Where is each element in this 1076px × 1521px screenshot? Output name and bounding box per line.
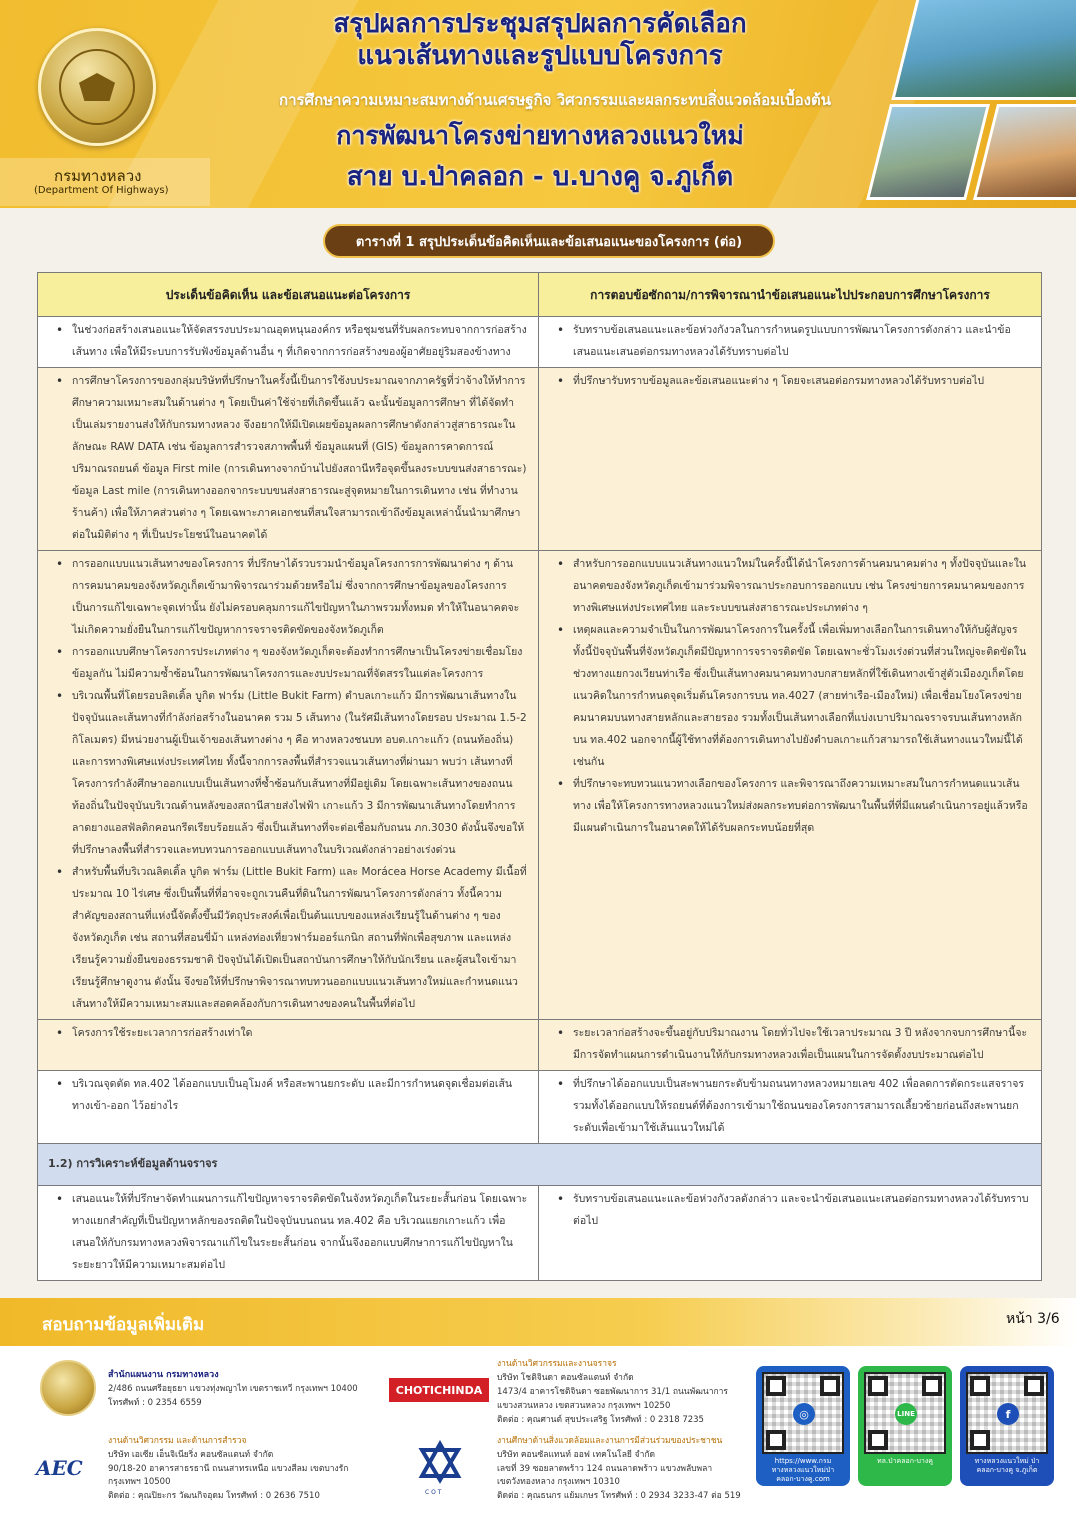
list-item: • การศึกษาโครงการของกลุ่มบริษัทที่ปรึกษาในครั้งนี้เป็นการใช้งบประมาณจากภาครัฐที่ว่าจ้างให้ทำการศึกษาความเหมาะสมในด้านต่าง ๆ โดยเป็นค่าใช้จ่ายที่เกิดขึ้นแล้ว ฉะนั้นข้อมูลการศึกษา ที่ได้จัดทำเป็นเล่มรายงานส่งให้กับกรมทางหลวง จึงอยากให้มีเปิดเผยข้อมูลผลการศึกษาดังกล่าวสู่สาธารณะในลักษณะ RAW DATA เช่น ข้อมูลการสำรวจสภาพพื้นที่ ข้อมูลแผนที่ (GIS) ข้อมูลการคาดการณ์ปริมาณรถยนต์ ข้อมูล First mile (การเดินทางจากบ้านไปยังสถานีหรือจุดขึ้นลงระบบขนส่งสาธารณะ) ข้อมูล Last mile (การเดินทางออกจากระบบขนส่งสาธารณะสู่จุดหมายในการเดินทาง เช่น ที่ทำงาน ร้านค้า) เพื่อให้ภาคส่วนต่าง ๆ โดยเฉพาะภาคเอกชนที่สนใจสามารถเข้าถึงข้อมูลเหล่านั้นนำมาศึกษาต่อในมิติต่าง ๆ ที่เป็นประโยชน์ในอนาคตได้ <box>48 370 528 546</box>
cot-logo-text: C O T <box>425 1489 442 1496</box>
list-item: • เหตุผลและความจำเป็นในการพัฒนาโครงการในครั้งนี้ เพื่อเพิ่มทางเลือกในการเดินทางให้กับผู้สัญจรทั้งนี้ปัจจุบันพื้นที่จังหวัดภูเก็ตมีปัญหาการจราจรติดขัด โดยเฉพาะชั่วโมงเร่งด่วนที่ส่วนใหญ่จะติดขัดในช่วงทางแยกวงเวียนท่าเรือ ซึ่งเป็นเส้นทางคมนาคมทางบกสายหลักที่ใช้เดินทางเข้าสู่ตัวเมืองภูเก็ตโดยแนวคิดในการกำหนดจุดเริ่มต้นโครงการบน ทล.4027 (สายท่าเรือ-เมืองใหม่) เพื่อเชื่อมโยงโครงข่ายคมนาคมบนทางสายหลักและสายรอง รวมทั้งเป็นเส้นทางเลือกที่แบ่งเบาปริมาณจราจรบนเส้นทางหลักบน ทล.402 นอกจากนี้ผู้ใช้ทางที่ต้องการเดินทางไปยังตำบลเกาะแก้วสามารถใช้เส้นทางแนวใหม่นี้ได้เช่นกัน <box>549 619 1031 773</box>
facebook-qr-code[interactable] <box>960 1366 1054 1486</box>
org4-name: บริษัท คอนซัลแทนท์ ออฟ เทคโนโลยี จำกัด <box>497 1450 656 1460</box>
globe-icon: ◎ <box>793 1403 815 1425</box>
page-title: สรุปผลการประชุมสรุปผลการคัดเลือก แนวเส้นทางและรูปแบบโครงการ <box>333 9 747 71</box>
list-item: • ที่ปรึกษาจะทบทวนแนวทางเลือกของโครงการ และพิจารณาถึงความเหมาะสมในการกำหนดแนวเส้นทาง เพื่อให้โครงการทางหลวงแนวใหม่ส่งผลกระทบต่อการพัฒนาในพื้นที่ที่มีแผนดำเนินการอยู่แล้วหรือมีแผนดำเนินการในอนาคตให้ได้รับผลกระทบน้อยที่สุด <box>549 773 1031 839</box>
response-cell <box>539 368 1042 551</box>
list-item: • ระยะเวลาก่อสร้างจะขึ้นอยู่กับปริมาณงาน โดยทั่วไปจะใช้เวลาประมาณ 3 ปี หลังจากจบการศึกษานี้จะมีการจัดทำแผนการดำเนินงานให้กับกรมทางหลวงเพื่อเป็นแผนในการจัดตั้งงบประมาณต่อไป <box>549 1022 1031 1066</box>
department-seal-logo <box>38 28 156 146</box>
comment-cell <box>38 1020 539 1071</box>
org3-address: 1473/4 อาคารโชติจินดา ซอยพัฒนาการ 31/1 ถนนพัฒนาการ <box>497 1387 728 1397</box>
list-item: • บริเวณพื้นที่โดยรอบลิตเติ้ล บูกิต ฟาร์ม (Little Bukit Farm) ตำบลเกาะแก้ว มีการพัฒนาเส้นทางในปัจจุบันและเส้นทางที่กำลังก่อสร้างในอนาคต รวม 5 เส้นทาง (ในรัศมีเส้นทางโดยรอบ ประมาณ 1.5-2 กิโลเมตร) มีหน่วยงานผู้เป็นเจ้าของเส้นทางต่าง ๆ คือ ทางหลวงชนบท อบต.เกาะแก้ว (ถนนท้องถิ่น) และการทางพิเศษแห่งประเทศไทย ทั้งนี้จากการลงพื้นที่สำรวจแนวเส้นทางที่ผ่านมา พบว่า เส้นทางที่โครงการกำลังศึกษาออกแบบเป็นเส้นทางที่ซ้ำซ้อนกับเส้นทางที่มีอยู่เดิม โดยเฉพาะเส้นทางของถนนท้องถิ่นในปัจจุบันบริเวณด้านหลังของสถานีสายส่งไฟฟ้า เกาะแก้ว 3 มีการพัฒนาเส้นทางโดยทำการลาดยางแอสฟัลติกคอนกรีตเรียบร้อยแล้ว ซึ่งเป็นเส้นทางที่จะต่อเชื่อมกับถนน ภก.3030 ดังนั้นจึงขอให้ที่ปรึกษาลงพื้นที่สำรวจและทบทวนการออกแบบเส้นทางในบริเวณดังกล่าวอย่างเร่งด่วน <box>48 685 528 861</box>
header-comments: ประเด็นข้อคิดเห็น และข้อเสนอแนะต่อโครงการ <box>38 273 539 317</box>
list-item: • รับทราบข้อเสนอแนะและข้อห่วงกังวลในการกำหนดรูปแบบการพัฒนาโครงการดังกล่าว และนำข้อเสนอแนะเสนอต่อกรมทางหลวงได้รับทราบต่อไป <box>549 319 1031 363</box>
org2-address: 90/18-20 อาคารสาธรธานี ถนนสาทรเหนือ แขวงสีลม เขตบางรัก <box>108 1464 349 1474</box>
list-item: • สำหรับการออกแบบแนวเส้นทางแนวใหม่ในครั้งนี้ได้นำโครงการด้านคมนาคมต่าง ๆ ทั้งปัจจุบันและในอนาคตของจังหวัดภูเก็ตเข้ามาร่วมพิจารณาประกอบการออกแบบ เช่น โครงข่ายการคมนาคมของการทางพิเศษแห่งประเทศไทย และระบบขนส่งสาธารณะประเภทต่าง ๆ <box>549 553 1031 619</box>
table-header-row <box>38 273 1042 317</box>
comment-cell <box>38 368 539 551</box>
comments-table <box>37 272 1042 1281</box>
list-item: • ที่ปรึกษารับทราบข้อมูลและข้อเสนอแนะต่าง ๆ โดยจะเสนอต่อกรมทางหลวงได้รับทราบต่อไป <box>549 370 1031 392</box>
department-name-en: (Department Of Highways) <box>34 185 169 196</box>
section-label: 1.2) การวิเคราะห์ข้อมูลด้านจราจร <box>38 1144 1042 1186</box>
table-title-badge: ตารางที่ 1 สรุปประเด็นข้อคิดเห็นและข้อเสนอแนะของโครงการ (ต่อ) <box>323 224 775 258</box>
org3-contact: ติดต่อ : คุณศานต์ สุขประเสริฐ โทรศัพท์ : 0 2318 7235 <box>497 1415 704 1425</box>
comment-cell <box>38 1186 539 1281</box>
table-row <box>38 1020 1042 1071</box>
section-row <box>38 1144 1042 1186</box>
cot-logo <box>418 1440 462 1484</box>
website-qr-code[interactable] <box>756 1366 850 1486</box>
org4-address: เลขที่ 39 ซอยลาดพร้าว 124 ถนนลาดพร้าว แขวงพลับพลา <box>497 1464 713 1474</box>
list-item: • บริเวณจุดตัด ทล.402 ได้ออกแบบเป็นอุโมงค์ หรือสะพานยกระดับ และมีการกำหนดจุดเชื่อมต่อเส้นทางเข้า-ออก ไว้อย่างไร <box>48 1073 528 1117</box>
response-cell <box>539 1186 1042 1281</box>
qr-caption: https://www.กรมทางหลวงแนวใหม่ป่าคลอก-บางคู.com <box>771 1457 835 1483</box>
department-name-th: กรมทางหลวง <box>54 167 142 185</box>
table-row <box>38 1186 1042 1281</box>
table-row <box>38 1071 1042 1144</box>
org3-name: บริษัท โชติจินดา คอนซัลแตนท์ จำกัด <box>497 1373 634 1383</box>
line-icon: LINE <box>895 1403 917 1425</box>
list-item: • การออกแบบศึกษาโครงการประเภทต่าง ๆ ของจังหวัดภูเก็ตจะต้องทำการศึกษาเป็นโครงข่ายเชื่อมโยงข้อมูลกัน ไม่มีความซ้ำซ้อนในการพัฒนาโครงการและงบประมาณที่จัดสรรในแต่ละโครงการ <box>48 641 528 685</box>
comment-cell <box>38 551 539 1020</box>
org2-contact: ติดต่อ : คุณปิยะกร วัฒนกิจอุดม โทรศัพท์ : 0 2636 7510 <box>108 1491 320 1501</box>
table-row <box>38 551 1042 1020</box>
comment-cell <box>38 1071 539 1144</box>
aec-logo: AEC <box>36 1456 83 1480</box>
qr-caption: ทางหลวงแนวใหม่ ป่าคลอก-บางคู จ.ภูเก็ต <box>974 1457 1040 1474</box>
org2-label: งานด้านวิศวกรรม และด้านการสำรวจ <box>108 1436 247 1446</box>
more-info-label: สอบถามข้อมูลเพิ่มเติม <box>42 1315 205 1335</box>
org1-name: สำนักแผนงาน กรมทางหลวง <box>108 1370 219 1380</box>
list-item: • โครงการใช้ระยะเวลาการก่อสร้างเท่าใด <box>48 1022 528 1044</box>
page-number: หน้า 3/6 <box>1006 1311 1060 1327</box>
org3-address-2: แขวงสวนหลวง เขตสวนหลวง กรุงเทพฯ 10250 <box>497 1401 671 1411</box>
line-qr-code[interactable] <box>858 1366 952 1486</box>
list-item: • สำหรับพื้นที่บริเวณลิตเติ้ล บูกิต ฟาร์ม (Little Bukit Farm) และ Morácea Horse Academy มีเนื้อที่ประมาณ 10 ไร่เศษ ซึ่งเป็นพื้นที่ที่อาจจะถูกเวนคืนที่ดินในการพัฒนาโครงการดังกล่าว ทั้งนี้ความสำคัญของสถานที่แห่งนี้จัดตั้งขึ้นมีวัตถุประสงค์เพื่อเป็นต้นแบบของแหล่งเรียนรู้ในด้านต่าง ๆ ของจังหวัดภูเก็ต เช่น สถานที่สอนขี่ม้า แหล่งท่องเที่ยวฟาร์มออร์แกนิก สถานที่พักเพื่อสุขภาพ และแหล่งเรียนรู้ความยั่งยืนของธรรมชาติ ปัจจุบันได้เปิดเป็นสถาบันการศึกษาให้กับนักเรียน และผู้สนใจเข้ามาเรียนรู้ศึกษาดูงาน ดังนั้น จึงขอให้ที่ปรึกษาพิจารณาทบทวนออกแบบแนวเส้นทางใหม่และกำหนดแนวเส้นทางให้มีความเหมาะสมและสอดคล้องกับการเดินทางของคนในพื้นที่ต่อไป <box>48 861 528 1015</box>
org2-name: บริษัท เอเซีย เอ็นจิเนียริ่ง คอนซัลแตนท์ จำกัด <box>108 1450 274 1460</box>
org2-address-2: กรุงเทพฯ 10500 <box>108 1477 171 1487</box>
study-subtitle: การศึกษาความเหมาะสมทางด้านเศรษฐกิจ วิศวกรรมและผลกระทบสิ่งแวดล้อมเบื้องต้น <box>278 91 831 109</box>
list-item: • เสนอแนะให้ที่ปรึกษาจัดทำแผนการแก้ไขปัญหาจราจรติดขัดในจังหวัดภูเก็ตในระยะสั้นก่อน โดยเฉพาะทางแยกสำคัญที่เป็นปัญหาหลักของรถติดในปัจจุบันบนถนน ทล.402 คือ บริเวณแยกเกาะแก้ว เพื่อเสนอให้กับกรมทางหลวงพิจารณาแก้ไขในระยะสั้นก่อน จากนั้นจึงออกแบบศึกษาการแก้ไขปัญหาในระยะยาวให้มีความเหมาะสมต่อไป <box>48 1188 528 1276</box>
qr-caption: ทล.ป่าคลอก-บางคู <box>877 1457 933 1465</box>
list-item: • ในช่วงก่อสร้างเสนอแนะให้จัดสรรงบประมาณอุดหนุนองค์กร หรือชุมชนที่รับผลกระทบจากการก่อสร้างเส้นทาง เพื่อให้มีระบบการรับฟังข้อมูลด้านอื่น ๆ ที่เกิดจากการก่อสร้างของผู้อาศัยอยู่ริมสองข้างทาง <box>48 319 528 363</box>
monument-photo <box>891 0 1076 100</box>
org4-address-2: เขตวังทองหลาง กรุงเทพฯ 10310 <box>497 1477 620 1487</box>
org1-address: 2/486 ถนนศรีอยุธยา แขวงทุ่งพญาไท เขตราชเทวี กรุงเทพฯ 10400 <box>108 1384 358 1394</box>
org4-contact: ติดต่อ : คุณธนกร แย้มเกษร โทรศัพท์ : 0 2934 3233-47 ต่อ 519 <box>497 1491 741 1501</box>
org4-label: งานศึกษาด้านสิ่งแวดล้อมและงานการมีส่วนร่วมของประชาชน <box>497 1436 723 1446</box>
table-row <box>38 317 1042 368</box>
facebook-icon: f <box>997 1403 1019 1425</box>
chotichinda-logo: CHOTICHINDA <box>389 1378 489 1402</box>
org3-label: งานด้านวิศวกรรมและงานจราจร <box>497 1359 617 1369</box>
response-cell <box>539 551 1042 1020</box>
list-item: • รับทราบข้อเสนอแนะและข้อห่วงกังวลดังกล่าว และจะนำข้อเสนอแนะเสนอต่อกรมทางหลวงได้รับทราบต่อไป <box>549 1188 1031 1232</box>
header-responses: การตอบข้อซักถาม/การพิจารณานำข้อเสนอแนะไปประกอบการศึกษาโครงการ <box>539 273 1042 317</box>
project-title: การพัฒนาโครงข่ายทางหลวงแนวใหม่ <box>336 121 744 150</box>
response-cell <box>539 1020 1042 1071</box>
oldtown-photo <box>973 104 1076 200</box>
response-cell <box>539 1071 1042 1144</box>
list-item: • ที่ปรึกษาได้ออกแบบเป็นสะพานยกระดับข้ามถนนทางหลวงหมายเลข 402 เพื่อลดการตัดกระแสจราจร รวมทั้งได้ออกแบบให้รถยนต์ที่ต้องการเข้ามาใช้ถนนของโครงการสามารถเลี้ยวซ้ายก่อนถึงสะพานยกระดับเพื่อเข้ามาใช้เส้นแนวใหม่ได้ <box>549 1073 1031 1139</box>
department-seal-logo-small <box>40 1360 96 1416</box>
list-item: • การออกแบบแนวเส้นทางของโครงการ ที่ปรึกษาได้รวบรวมนำข้อมูลโครงการการพัฒนาต่าง ๆ ด้านการคมนาคมของจังหวัดภูเก็ตเข้ามาพิจารณาร่วมด้วยหรือไม่ ซึ่งจากการศึกษาข้อมูลของโครงการเป็นการแก้ไขเฉพาะจุดเท่านั้น ยังไม่ครอบคลุมการแก้ไขปัญหาในภาพรวมทั้งหมด ทำให้ในอนาคตจะไม่เกิดความยั่งยืนในการแก้ไขปัญหาการจราจรติดขัดของจังหวัดภูเก็ต <box>48 553 528 641</box>
comment-cell <box>38 317 539 368</box>
project-route: สาย บ.ป่าคลอก - บ.บางคู จ.ภูเก็ต <box>346 162 734 192</box>
response-cell <box>539 317 1042 368</box>
org1-phone: โทรศัพท์ : 0 2354 6559 <box>108 1398 202 1408</box>
table-row <box>38 368 1042 551</box>
